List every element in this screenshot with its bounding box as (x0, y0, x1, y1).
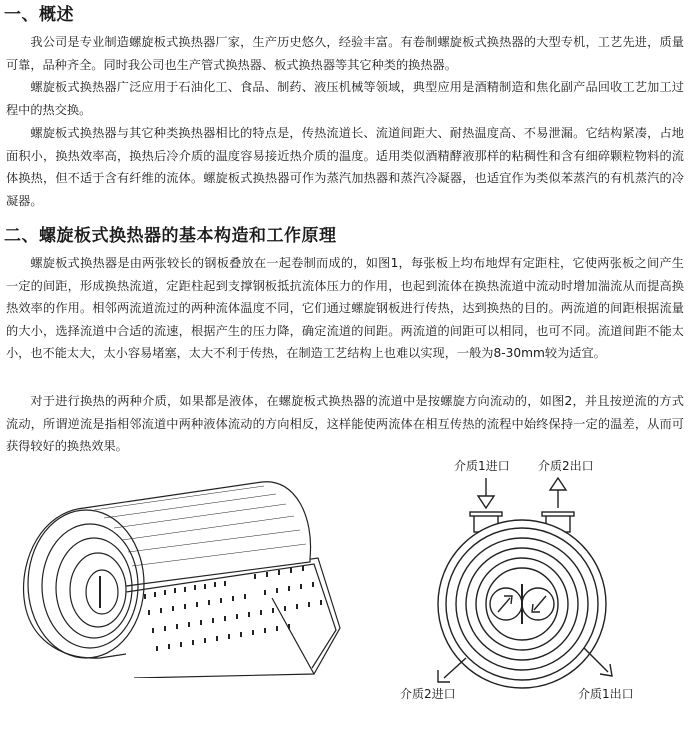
paragraph: 螺旋板式换热器与其它种类换热器相比的特点是，传热流道长、流道间距大、耐热温度高、不易泄漏。它结构紧凑，占地面积小，换热效率高，换热后冷介质的温度容易接近热介质的温度。适用类似酒精酵液那样的粘稠性和含有细碎颗粒物料的流体换热，但不适于含有纤维的流体。螺旋板式换热器可作为蒸汽加热器和蒸汽冷凝器，也适宜作为类似苯蒸汽的有机蒸汽的冷凝器。 (6, 126, 684, 208)
flow-arrow-icon (444, 658, 466, 678)
label-medium2-out: 介质2出口 (538, 459, 594, 473)
paragraph: 螺旋板式换热器是由两张较长的钢板叠放在一起卷制而成的，如图1，每张板上均布地焊有定距柱，它使两张板之间产生一定的间距，形成换热流道，定距柱起到支撑钢板抵抗流体压力的作用，也起到流体在换热流道中流动时增加湍流从而提高换热效率的作用。相邻两流道流过的两种流体温度不同，它们通过螺旋钢板进行传热，达到换热的目的。两流道的间距根据流量的大小，选择流道中合适的流速，根据产生的压力降，确定流道的间距。两流道的间距可以相同，也可不同。流道间距不能太小，也不能太大，太小容易堵塞，太大不利于传热，在制造工艺结构上也难以实现，一般为8-30mm较为适宜。 (6, 256, 684, 361)
section-heading-structure: 二、螺旋板式换热器的基本构造和工作原理 (4, 226, 337, 246)
spiral-cross-section-illustration (398, 452, 682, 717)
paragraph: 螺旋板式换热器广泛应用于石油化工、食品、制药、液压机械等领域，典型应用是酒精制造和焦化副产品回收工艺加工过程中的热交换。 (6, 80, 684, 117)
paragraph: 我公司是专业制造螺旋板式换热器厂家，生产历史悠久，经验丰富。有卷制螺旋板式换热器的大型专机，工艺先进，质量可靠，品种齐全。同时我公司也生产管式换热器、板式换热器等其它种类的换热器。 (6, 35, 684, 72)
paragraph: 对于进行换热的两种介质，如果都是液体，在螺旋板式换热器的流道中是按螺旋方向流动的，如图2，并且按逆流的方式流动，所谓逆流是指相邻流道中两种液体流动的方向相反，这样能使两流体在相互传热的流程中始终保持一定的温差，从而可获得较好的换热效果。 (6, 394, 684, 454)
coil-roll-illustration (14, 478, 346, 678)
flow-arrow-icon (584, 648, 608, 672)
label-medium1-in: 介质1进口 (454, 459, 510, 473)
label-medium1-out: 介质1出口 (578, 687, 634, 701)
section-heading-overview: 一、概述 (4, 5, 74, 25)
label-medium2-in: 介质2进口 (400, 687, 456, 701)
